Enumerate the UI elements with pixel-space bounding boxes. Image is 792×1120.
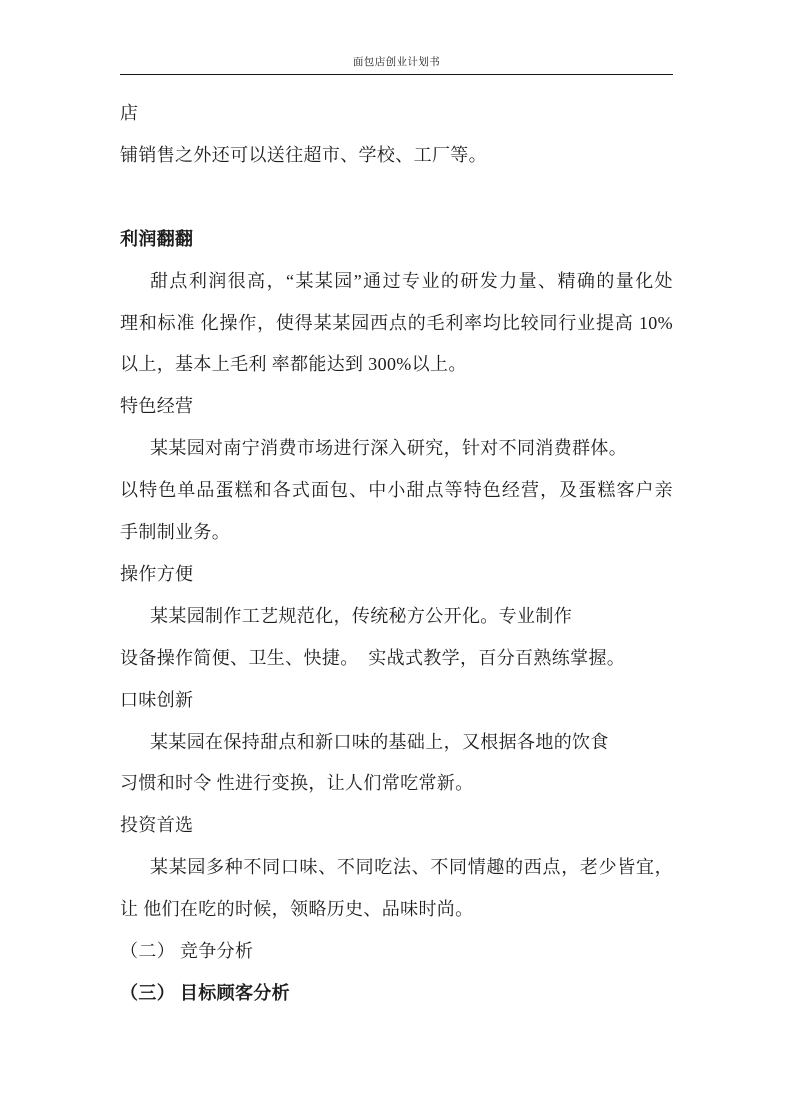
text-line: 店 bbox=[120, 103, 139, 123]
text-line: 口味创新 bbox=[120, 689, 194, 710]
page-header bbox=[120, 52, 673, 75]
section-heading: （三） 目标顾客分析 bbox=[120, 983, 290, 1004]
text-line: 甜点利润很高，“某某园”通过专业的研发力量、精确的量化处 bbox=[150, 270, 673, 291]
text-line: 铺销售之外还可以送往超市、学校、工厂等。 bbox=[120, 144, 487, 165]
text-line: 让 他们在吃的时候，领略历史、品味时尚。 bbox=[120, 899, 474, 920]
text-line: 操作方便 bbox=[120, 563, 194, 584]
text-line: 理和标准 化操作，使得某某园西点的毛利率均比较同行业提高 10% bbox=[120, 312, 673, 333]
document-body bbox=[120, 93, 673, 1015]
text-line: （二） 竞争分析 bbox=[120, 941, 254, 962]
text-line: 某某园制作工艺规范化，传统秘方公开化。专业制作 bbox=[150, 605, 573, 626]
text-line: 设备操作简便、卫生、快捷。 实战式教学，百分百熟练掌握。 bbox=[120, 647, 626, 668]
header-title: 面包店创业计划书 bbox=[352, 57, 441, 68]
text-line: 以特色单品蛋糕和各式面包、中小甜点等特色经营，及蛋糕客户亲 bbox=[120, 480, 673, 501]
text-line: 某某园在保持甜点和新口味的基础上，又根据各地的饮食 bbox=[150, 731, 609, 752]
text-line bbox=[120, 177, 673, 219]
text-line: 以上，基本上毛利 率都能达到 300%以上。 bbox=[120, 354, 467, 375]
text-line: 某某园多种不同口味、不同吃法、不同情趣的西点，老少皆宜， bbox=[150, 857, 673, 878]
text-line: 特色经营 bbox=[120, 396, 194, 417]
text-line: 某某园对南宁消费市场进行深入研究，针对不同消费群体。 bbox=[150, 438, 628, 459]
text-line: 投资首选 bbox=[120, 815, 194, 836]
text-line: 习惯和时令 性进行变换，让人们常吃常新。 bbox=[120, 773, 474, 794]
section-heading: 利润翻翻 bbox=[120, 228, 194, 249]
text-line: 手制制业务。 bbox=[120, 522, 231, 543]
